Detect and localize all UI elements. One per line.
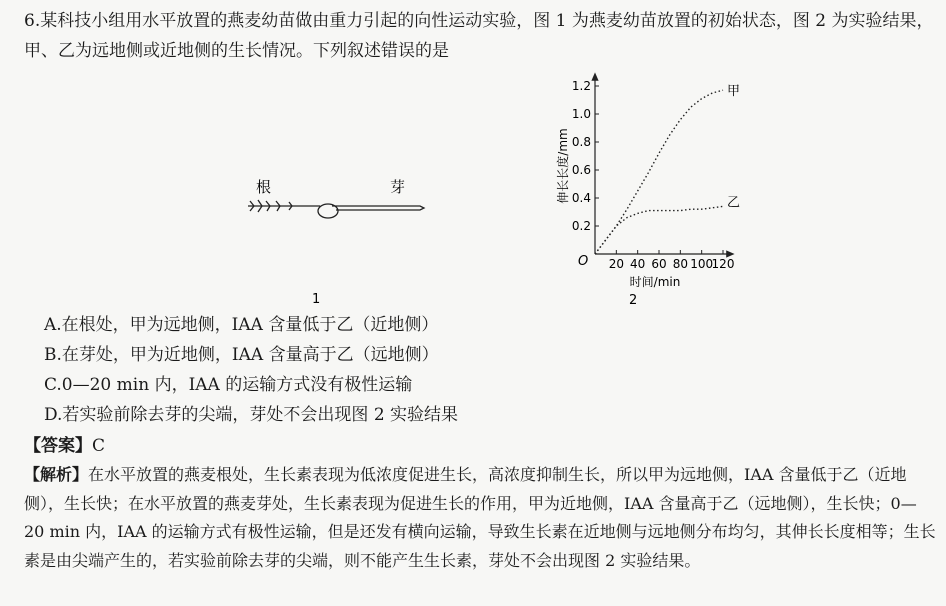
seedling-drawing bbox=[248, 200, 424, 218]
answer-value: C bbox=[92, 436, 106, 456]
x-tick-label: 100 bbox=[690, 257, 714, 271]
label-shoot: 芽 bbox=[390, 178, 406, 196]
y-axis-title: 伸长长度/mm bbox=[556, 128, 570, 204]
figure-2-caption: 2 bbox=[629, 293, 638, 308]
growth-chart bbox=[545, 68, 745, 310]
series-line-yi bbox=[595, 206, 723, 254]
x-tick-label: 20 bbox=[608, 257, 624, 271]
y-tick-label: 1.0 bbox=[571, 107, 591, 121]
figure-1-caption: 1 bbox=[312, 292, 321, 307]
question-text: 6.某科技小组用水平放置的燕麦幼苗做由重力引起的向性运动实验，图 1 为燕麦幼苗放置的初始状态，图 2 为实验结果，甲、乙为远地侧或近地侧的生长情况。下列叙述错误的是 bbox=[24, 11, 934, 61]
x-tick-label: 80 bbox=[672, 257, 688, 271]
label-root: 根 bbox=[256, 178, 272, 196]
series-label-yi: 乙 bbox=[727, 195, 741, 211]
y-tick-label: 1.2 bbox=[571, 79, 591, 93]
explanation bbox=[24, 461, 936, 575]
option-a: A.在根处，甲为远地侧，IAA 含量低于乙（近地侧） bbox=[44, 315, 439, 335]
answer-line bbox=[24, 432, 105, 460]
seedling-diagram bbox=[240, 170, 430, 310]
x-tick-label: 40 bbox=[630, 257, 646, 271]
y-tick-label: 0.2 bbox=[571, 219, 591, 233]
option-b: B.在芽处，甲为近地侧，IAA 含量高于乙（远地侧） bbox=[44, 345, 439, 365]
y-tick-label: 0.6 bbox=[571, 163, 591, 177]
series-line-jia bbox=[595, 90, 723, 254]
explanation-label: 【解析】 bbox=[24, 465, 89, 484]
explanation-text: 在水平放置的燕麦根处，生长素表现为低浓度促进生长，高浓度抑制生长，所以甲为远地侧，IAA 含量低于乙（近地侧），生长快；在水平放置的燕麦芽处，生长素表现为促进生长的作用，甲为近地侧，IAA 含量高于乙（远地侧），生长快；0—20 min 内，IAA 的运输方式有极性运输，但是还发有横向运输，导致生长素在近地侧与远地侧分布均匀，其伸长长度相等；生长素是由尖端产生的，若实验前除去芽的尖端，则不能产生生长素，芽处不会出现图 2 实验结果。 bbox=[24, 465, 936, 570]
x-tick-label: 120 bbox=[711, 257, 735, 271]
series-label-jia: 甲 bbox=[727, 84, 741, 100]
option-d: D.若实验前除去芽的尖端，芽处不会出现图 2 实验结果 bbox=[44, 405, 459, 425]
x-axis-title: 时间/min bbox=[629, 275, 681, 289]
x-tick-label: 60 bbox=[651, 257, 667, 271]
option-c: C.0—20 min 内，IAA 的运输方式没有极性运输 bbox=[44, 375, 413, 395]
y-tick-label: 0.4 bbox=[571, 191, 591, 205]
y-tick-label: 0.8 bbox=[571, 135, 591, 149]
figure-1 bbox=[240, 170, 430, 310]
answer-label: 【答案】 bbox=[24, 436, 92, 456]
origin-label: O bbox=[578, 254, 589, 269]
figure-2 bbox=[545, 68, 745, 310]
